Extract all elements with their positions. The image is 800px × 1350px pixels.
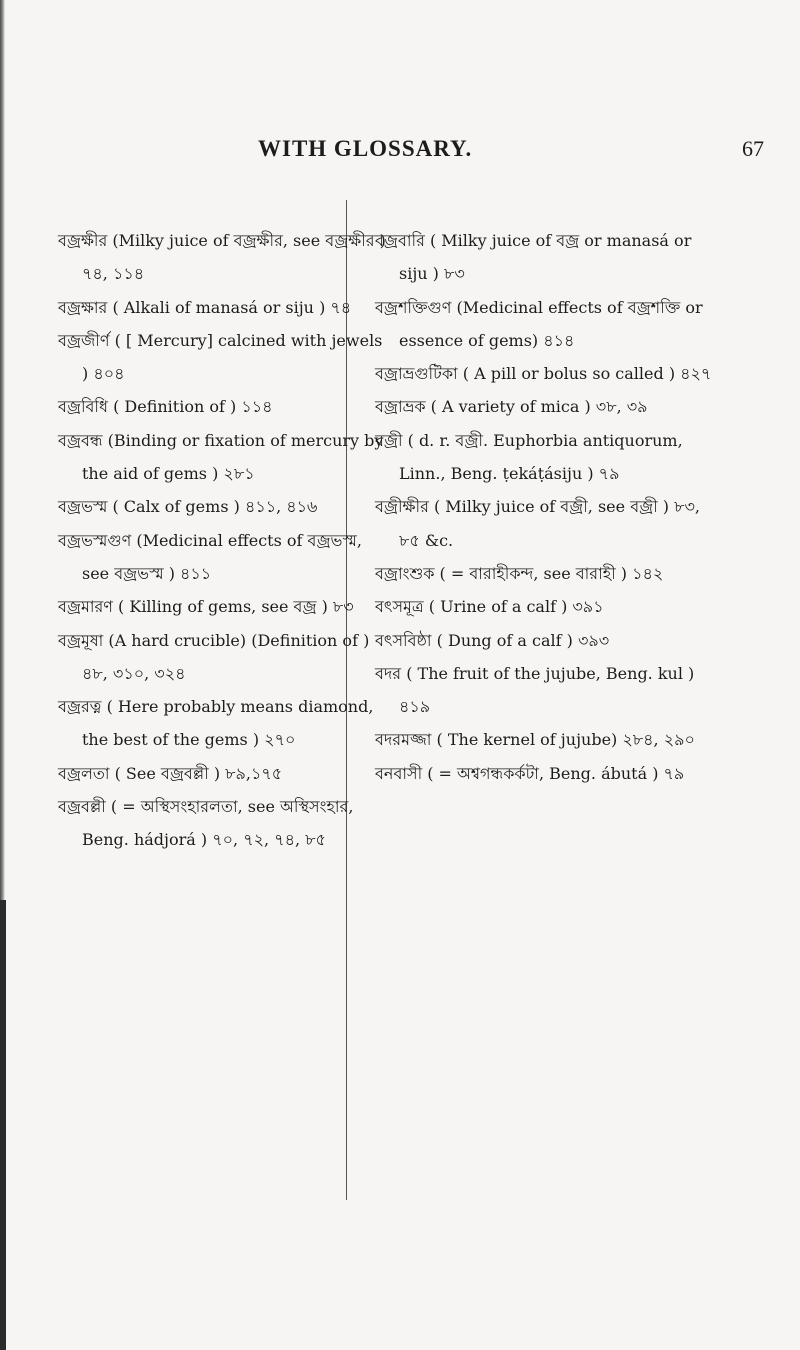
glossary-entry: বজ্রক্ষীর (Milky juice of বজ্রক্ষীর, see বজ্রক্ষীর ) ৭৪, ১১৪ bbox=[58, 231, 386, 284]
page-number: 67 bbox=[742, 136, 764, 161]
glossary-entry: বজ্ররত্ন ( Here probably means diamond, the best of the gems ) ২৭০ bbox=[58, 697, 374, 750]
running-title: WITH GLOSSARY. bbox=[258, 136, 473, 161]
glossary-entry: বজ্রশক্তিগুণ (Medicinal effects of বজ্রশক্তি or essence of gems) ৪১৪ bbox=[375, 297, 703, 350]
glossary-entry: বজ্রাভ্রক ( A variety of mica ) ৩৮, ৩৯ bbox=[375, 397, 648, 417]
glossary-entry: বনবাসী ( = অশ্বগন্ধকর্কটা, Beng. ábutá ) ৭৯ bbox=[375, 763, 685, 783]
glossary-entry: বজ্রজীর্ণ ( [ Mercury] calcined with jewels ) ৪০৪ bbox=[58, 330, 383, 384]
glossary-entry: বজ্রবন্ধ (Binding or fixation of mercury by the aid of gems ) ২৮১ bbox=[58, 430, 384, 484]
glossary-entry: বজ্রভস্মগুণ (Medicinal effects of বজ্রভস্ম, see বজ্রভস্ম ) ৪১১ bbox=[58, 530, 362, 583]
glossary-entry: বজ্রবল্লী ( = অস্থিসংহারলতা, see অস্থিসংহার, Beng. hádjorá ) ৭০, ৭২, ৭৪, ৮৫ bbox=[58, 797, 354, 850]
glossary-entry: বৎসবিষ্ঠা ( Dung of a calf ) ৩৯৩ bbox=[375, 630, 610, 650]
glossary-entry: বজ্রমূষা (A hard crucible) (Definition of ) ৪৮, ৩১০, ৩২৪ bbox=[58, 630, 370, 683]
glossary-entry: বদরমজ্জা ( The kernel of jujube) ২৮৪, ২৯০ bbox=[375, 730, 695, 750]
glossary-entry: বজ্রীক্ষীর ( Milky juice of বজ্রী, see বজ্রী ) ৮৩, ৮৫ &c. bbox=[375, 497, 701, 550]
binding-shadow bbox=[0, 900, 6, 1350]
glossary-entry: বজ্রলতা ( See বজ্রবল্লী ) ৮৯,১৭৫ bbox=[58, 763, 283, 783]
glossary-entry: বৎসমূত্র ( Urine of a calf ) ৩৯১ bbox=[375, 597, 604, 617]
glossary-entry: বজ্রভস্ম ( Calx of gems ) ৪১১, ৪১৬ bbox=[58, 497, 318, 517]
running-head bbox=[0, 136, 800, 166]
glossary-entry: বজ্রবারি ( Milky juice of বজ্র or manasá or siju ) ৮৩ bbox=[375, 231, 692, 284]
glossary-entry: বজ্রক্ষার ( Alkali of manasá or siju ) ৭৪ bbox=[58, 297, 352, 317]
right-column bbox=[375, 224, 715, 790]
glossary-entry: বজ্রবিধি ( Definition of ) ১১৪ bbox=[58, 397, 273, 417]
left-column bbox=[58, 224, 388, 857]
glossary-entry: বজ্রাভ্রগুটিকা ( A pill or bolus so called ) ৪২৭ bbox=[375, 364, 712, 384]
glossary-entry: বজ্রমারণ ( Killing of gems, see বজ্র ) ৮৩ bbox=[58, 597, 354, 617]
glossary-entry: বজ্রী ( d. r. বজ্রী. Euphorbia antiquorum, Linn., Beng. ṭekáṭásiju ) ৭৯ bbox=[375, 430, 683, 484]
glossary-entry: বদর ( The fruit of the jujube, Beng. kul ) ৪১৯ bbox=[375, 663, 695, 717]
glossary-entry: বজ্রাংশুক ( = বারাহীকন্দ, see বারাহী ) ১৪২ bbox=[375, 563, 664, 583]
